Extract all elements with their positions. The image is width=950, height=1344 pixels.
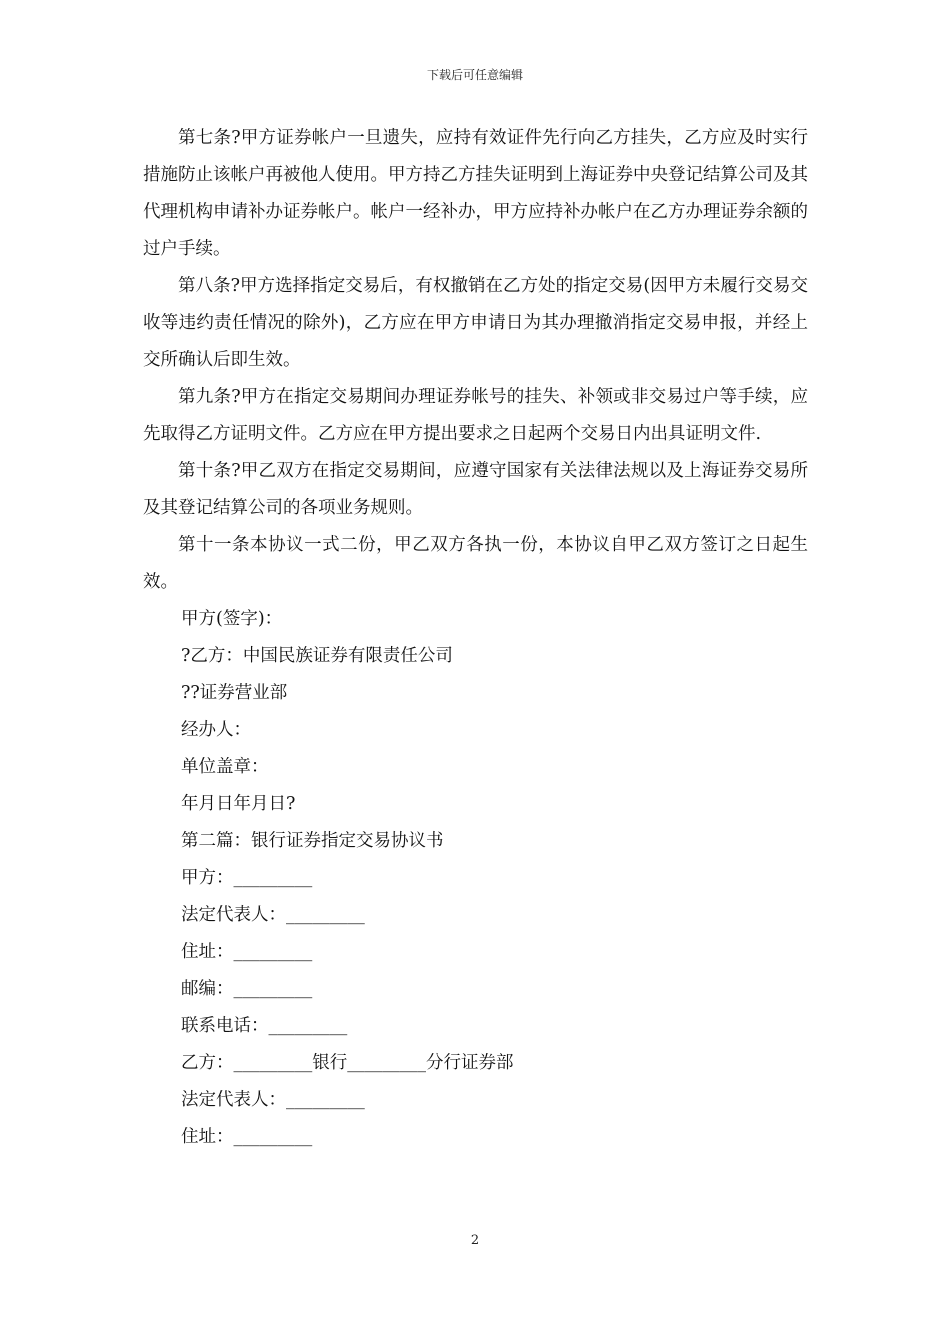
address-field-b: 住址：_________	[181, 1127, 313, 1147]
article-10: 第十条?甲乙双方在指定交易期间，应遵守国家有关法律法规以及上海证券交易所及其登记结算公司的各项业务规则。	[143, 461, 808, 518]
section-title: 第二篇：银行证券指定交易协议书	[181, 831, 444, 851]
date-line: 年月日年月日?	[181, 794, 296, 814]
postcode-field: 邮编：_________	[181, 979, 313, 999]
party-a-signature: 甲方(签字)：	[181, 609, 283, 629]
article-8: 第八条?甲方选择指定交易后，有权撤销在乙方处的指定交易(因甲方未履行交易交收等违约责任情况的除外)，乙方应在甲方申请日为其办理撤消指定交易申报，并经上交所确认后即生效。	[143, 276, 808, 370]
article-11: 第十一条本协议一式二份，甲乙双方各执一份，本协议自甲乙双方签订之日起生效。	[143, 535, 808, 592]
legal-representative-field-b: 法定代表人：_________	[181, 1090, 365, 1110]
party-a-field: 甲方：_________	[181, 868, 313, 888]
page-header: 下载后可任意编辑	[426, 68, 523, 82]
page-number: 2	[470, 1233, 480, 1248]
address-field: 住址：_________	[181, 942, 313, 962]
article-7: 第七条?甲方证券帐户一旦遗失，应持有效证件先行向乙方挂失，乙方应及时实行措施防止该帐户再被他人使用。甲方持乙方挂失证明到上海证券中央登记结算公司及其代理机构申请补办证券帐户。帐户一经补办，甲方应持补办帐户在乙方办理证券余额的过户手续。	[143, 128, 808, 259]
document-body	[143, 120, 808, 1156]
securities-department: ??证券营业部	[181, 683, 288, 703]
unit-seal: 单位盖章：	[181, 757, 269, 777]
phone-field: 联系电话：_________	[181, 1016, 348, 1036]
party-b-field: 乙方：_________银行_________分行证券部	[181, 1053, 514, 1073]
legal-representative-field: 法定代表人：_________	[181, 905, 365, 925]
article-9: 第九条?甲方在指定交易期间办理证券帐号的挂失、补领或非交易过户等手续，应先取得乙方证明文件。乙方应在甲方提出要求之日起两个交易日内出具证明文件.	[143, 387, 808, 444]
party-b-name: ?乙方：中国民族证券有限责任公司	[181, 646, 453, 666]
handler: 经办人：	[181, 720, 251, 740]
